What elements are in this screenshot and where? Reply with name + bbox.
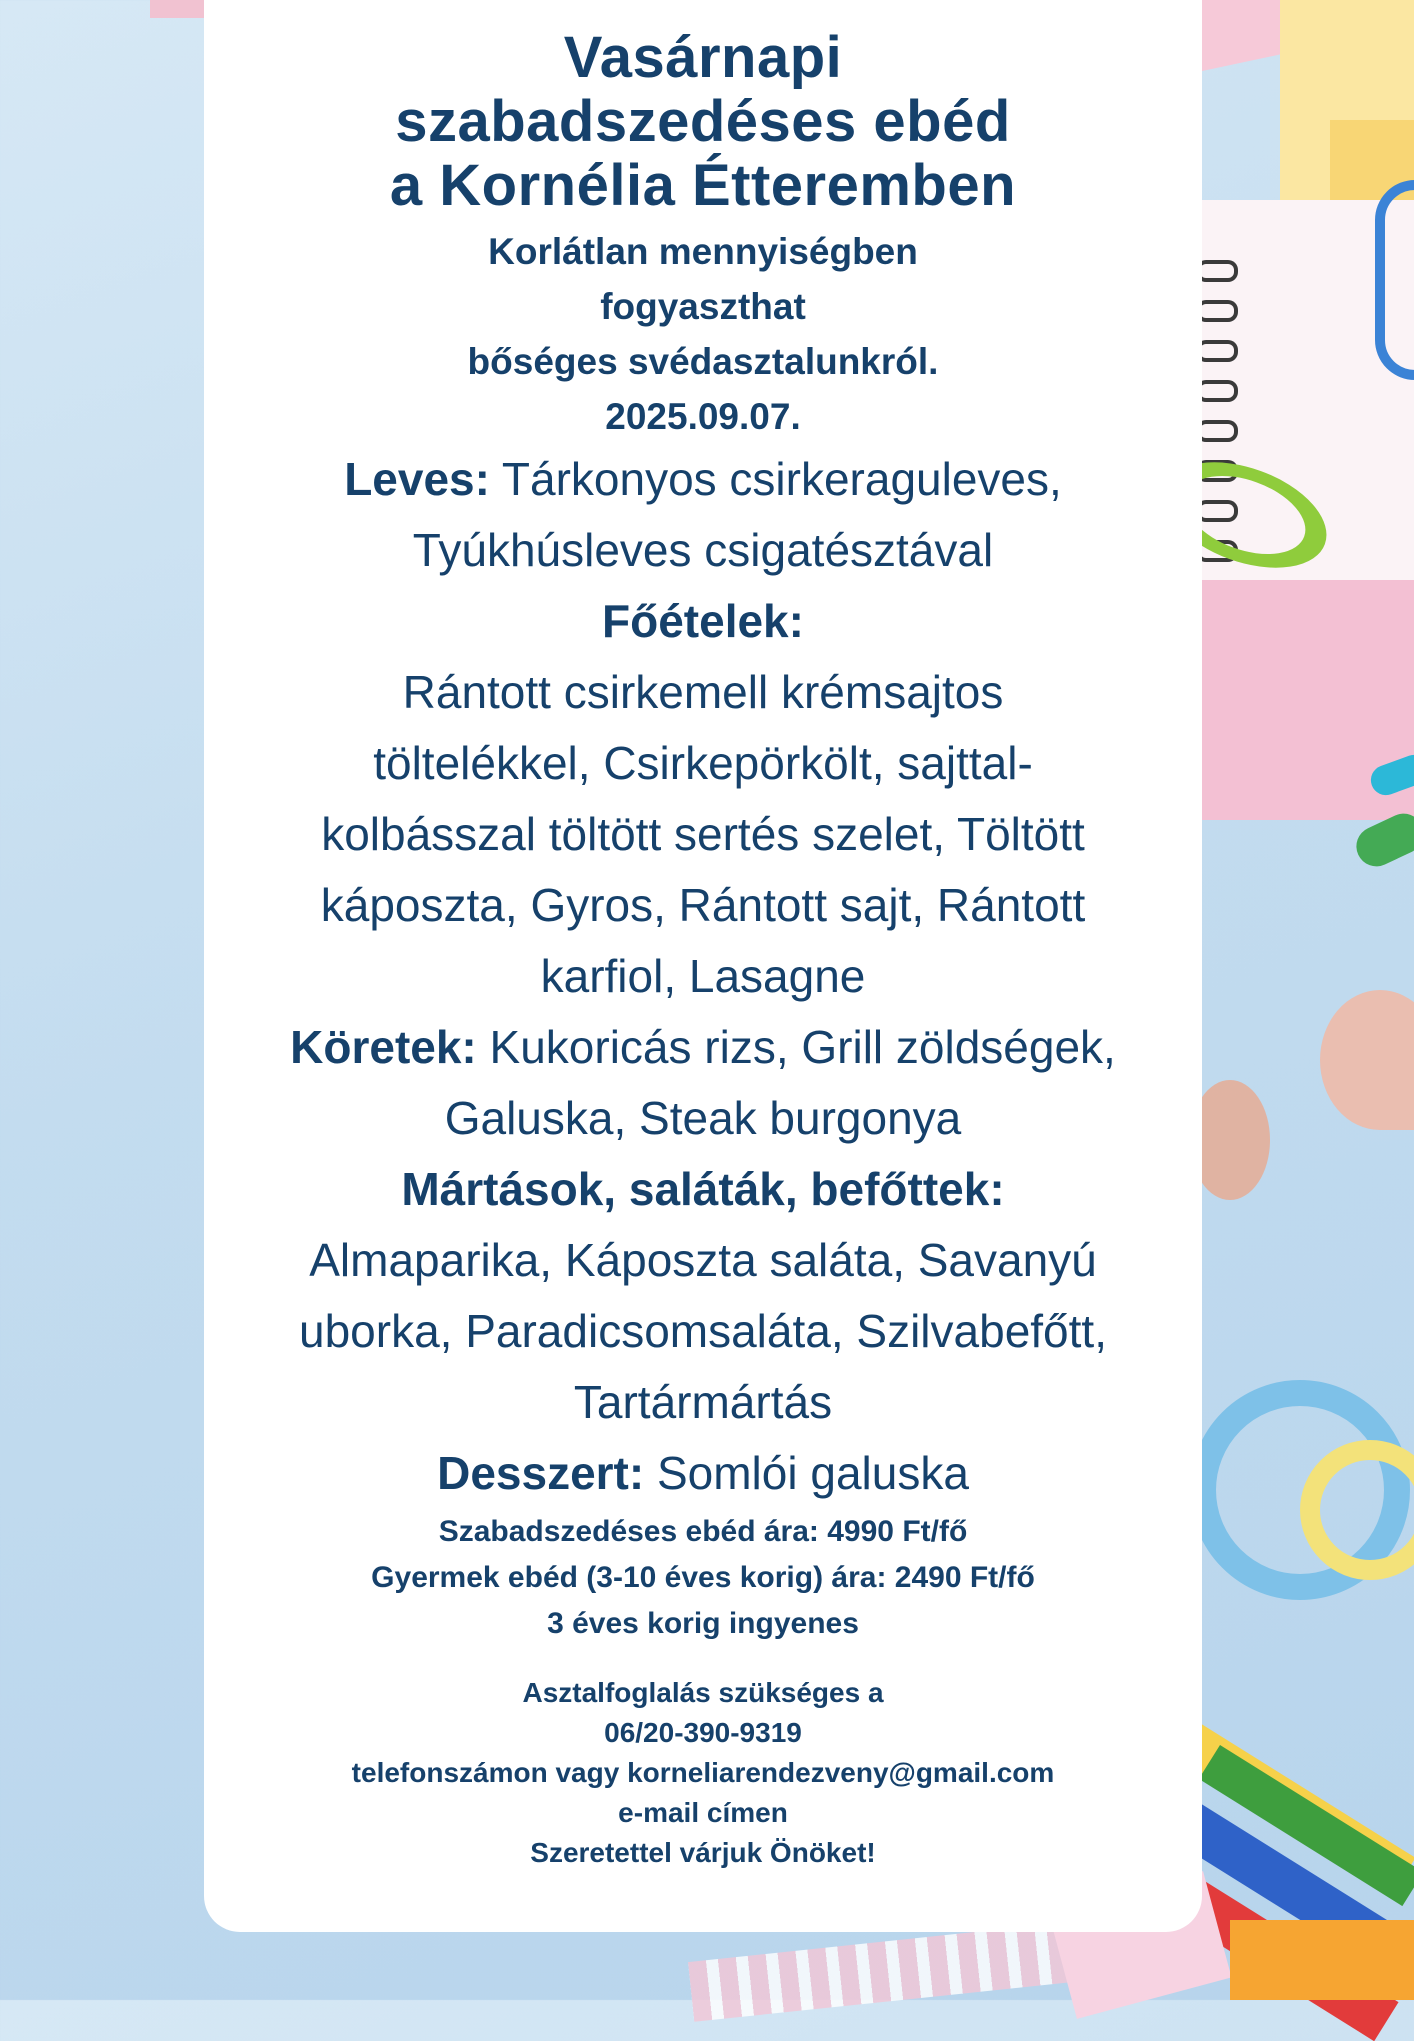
sauces-label: Mártások, saláták, befőttek: bbox=[401, 1163, 1005, 1215]
phone-number: 06/20-390-9319 bbox=[604, 1717, 802, 1748]
subtitle-line: Korlátlan mennyiségben bbox=[488, 231, 918, 272]
subtitle-line: bőséges svédasztalunkról. bbox=[467, 341, 939, 382]
event-date: 2025.09.07. bbox=[605, 396, 801, 437]
soup-items: Tárkonyos csirkeraguleves, bbox=[501, 453, 1062, 505]
dessert-label: Desszert: bbox=[437, 1447, 645, 1499]
menu-sauces bbox=[204, 1225, 1202, 1438]
flyer-title bbox=[204, 26, 1202, 218]
notebook-ring bbox=[1196, 340, 1238, 362]
main-dishes-label: Főételek: bbox=[602, 595, 804, 647]
menu-main-dishes bbox=[204, 657, 1202, 1012]
notebook-ring bbox=[1196, 420, 1238, 442]
price-adult: Szabadszedéses ebéd ára: 4990 Ft/fő bbox=[438, 1515, 968, 1548]
background-paper-orange bbox=[1230, 1920, 1414, 2000]
notebook-ring bbox=[1196, 260, 1238, 282]
reservation-info bbox=[204, 1673, 1202, 1873]
main-dishes-line: karfiol, Lasagne bbox=[540, 950, 866, 1002]
sides-label: Köretek: bbox=[290, 1021, 477, 1073]
reservation-line: Asztalfoglalás szükséges a bbox=[522, 1677, 884, 1708]
sides-items-2: Galuska, Steak burgonya bbox=[444, 1092, 962, 1144]
background-scissors bbox=[1375, 180, 1414, 380]
sauces-line: Almaparika, Káposzta saláta, Savanyú bbox=[309, 1234, 1097, 1286]
closing-line: Szeretettel várjuk Önöket! bbox=[530, 1837, 876, 1868]
title-line: szabadszedéses ebéd bbox=[395, 89, 1011, 154]
main-dishes-line: Rántott csirkemell krémsajtos bbox=[402, 666, 1004, 718]
sides-items: Kukoricás rizs, Grill zöldségek, bbox=[489, 1021, 1116, 1073]
menu-sides bbox=[204, 1012, 1202, 1154]
title-line: Vasárnapi bbox=[563, 25, 843, 90]
soup-label: Leves: bbox=[344, 453, 490, 505]
soup-items-2: Tyúkhúsleves csigatésztával bbox=[412, 524, 994, 576]
price-child: Gyermek ebéd (3-10 éves korig) ára: 2490 Ft/fő bbox=[371, 1561, 1035, 1594]
menu-soup bbox=[204, 444, 1202, 586]
notebook-ring bbox=[1196, 300, 1238, 322]
notebook-ring bbox=[1196, 380, 1238, 402]
main-dishes-line: káposzta, Gyros, Rántott sajt, Rántott bbox=[320, 879, 1086, 931]
background-paper-striped bbox=[688, 1918, 1112, 2022]
reservation-line: e-mail címen bbox=[618, 1797, 788, 1828]
menu-dessert bbox=[204, 1438, 1202, 1509]
main-dishes-line: töltelékkel, Csirkepörkölt, sajttal- bbox=[373, 737, 1033, 789]
main-dishes-line: kolbásszal töltött sertés szelet, Töltött bbox=[321, 808, 1085, 860]
subtitle-line: fogyaszthat bbox=[600, 286, 806, 327]
flyer-subtitle bbox=[204, 224, 1202, 444]
dessert-items: Somlói galuska bbox=[656, 1447, 969, 1499]
price-free: 3 éves korig ingyenes bbox=[547, 1607, 859, 1640]
background-pencil-shaving bbox=[1320, 990, 1414, 1130]
email-line: telefonszámon vagy korneliarendezveny@gmail.com bbox=[351, 1757, 1055, 1788]
flyer-content bbox=[204, 0, 1202, 1873]
sauces-line: Tartármártás bbox=[573, 1376, 833, 1428]
sauces-line: uborka, Paradicsomsaláta, Szilvabefőtt, bbox=[299, 1305, 1107, 1357]
title-line: a Kornélia Étteremben bbox=[389, 153, 1017, 218]
background-pencil-shaving bbox=[1190, 1080, 1270, 1200]
price-info bbox=[204, 1509, 1202, 1647]
